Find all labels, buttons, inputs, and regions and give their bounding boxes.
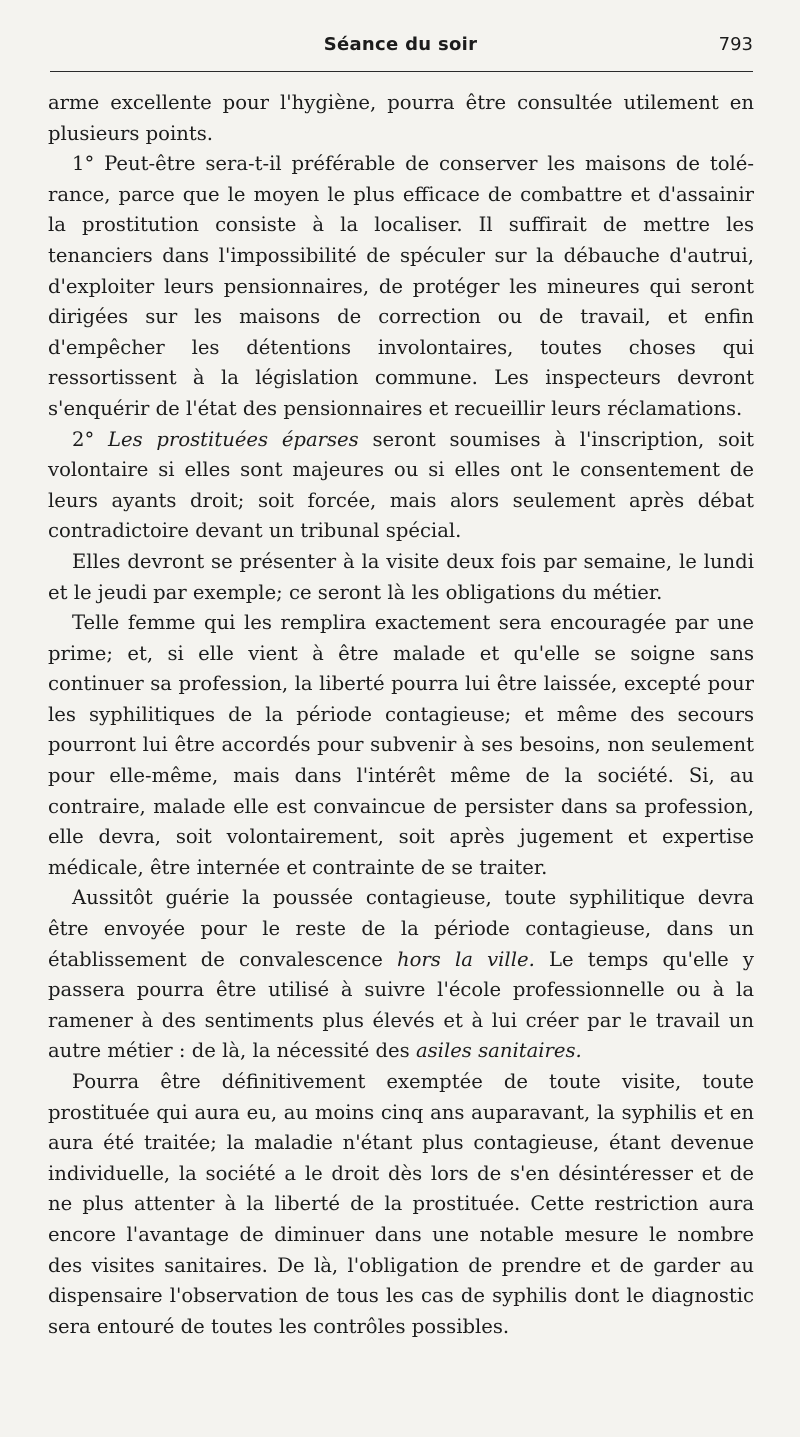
page-number: 793 (718, 34, 753, 55)
text-run: 1° Peut-être sera-t-il préférable de conserver les maisons de tolérance, parce que le moyen le plus efficace de combattre et d'assainir la prostitution consiste à la localiser. Il suffirait de mettre les tenanciers dans l'impossibilité de spéculer sur la débauche d'autrui, d'exploiter leurs pensionnaires, de protéger les mineures qui seront dirigées sur les maisons de correction ou de travail, et enfin d'empêcher les détentions involontaires, toutes choses qui ressortissent à la législation commune. Les inspecteurs devront s'enquérir de l'état des pensionnaires et recueillir leurs réclamations. (48, 152, 754, 420)
body-text (48, 88, 754, 1342)
text-run: Pourra être définitivement exemptée de toute visite, toute prostituée qui aura eu, au moins cinq ans auparavant, la syphilis et en aura été traitée; la maladie n'étant plus contagieuse, étant devenue individuelle, la société a le droit dès lors de s'en désintéresser et de ne plus attenter à la liberté de la prostituée. Cette restriction aura encore l'avantage de diminuer dans une notable mesure le nombre des visites sanitaires. De là, l'obligation de prendre et de garder au dispensaire l'observation de tous les cas de syphilis dont le diagnostic sera entouré de toutes les contrôles possibles. (48, 1070, 754, 1338)
paragraph (48, 547, 754, 608)
running-head (48, 30, 753, 62)
paragraph (48, 88, 754, 149)
italic-text: hors la ville. (397, 947, 535, 971)
text-run: arme excellente pour l'hygiène, pourra être consultée utilement en plusieurs points. (48, 91, 754, 145)
italic-text: Les prostituées éparses (108, 427, 359, 451)
paragraph (48, 883, 754, 1067)
paragraph (48, 425, 754, 547)
paragraph (48, 149, 754, 424)
text-run: Aussitôt guérie la poussée contagieuse, toute syphilitique devra être envoyée pour le reste de la période contagieuse, dans un établissement de convalescence (48, 886, 754, 971)
text-run: 2° (72, 427, 109, 451)
text-run: Telle femme qui les remplira exactement sera encouragée par une prime; et, si elle vient à être malade et qu'elle se soigne sans continuer sa profession, la liberté pourra lui être laissée, excepté pour les syphilitiques de la période contagieuse; et même des secours pourront lui être accordés pour subvenir à ses besoins, non seulement pour elle-même, mais dans l'intérêt même de la société. Si, au contraire, malade elle est convaincue de persister dans sa profession, elle devra, soit volontairement, soit après jugement et expertise médicale, être internée et contrainte de se traiter. (48, 611, 754, 879)
paragraph (48, 608, 754, 883)
header-rule (50, 71, 753, 72)
italic-text: asiles sanitaires. (415, 1039, 582, 1063)
text-run: Le temps qu'elle y passera pourra être utilisé à suivre l'école professionnelle ou à la ramener à des sentiments plus élevés et à lui créer par le travail un autre métier : de là, la nécessité des (48, 947, 754, 1063)
running-title: Séance du soir (323, 34, 478, 55)
text-run: seront soumises à l'inscription, soit volontaire si elles sont majeures ou si elles ont le consentement de leurs ayants droit; soit forcée, mais alors seulement après débat contradictoire devant un tribunal spécial. (48, 427, 754, 543)
text-run: Elles devront se présenter à la visite deux fois par semaine, le lundi et le jeudi par exemple; ce seront là les obligations du métier. (48, 549, 754, 604)
paragraph (48, 1067, 754, 1342)
